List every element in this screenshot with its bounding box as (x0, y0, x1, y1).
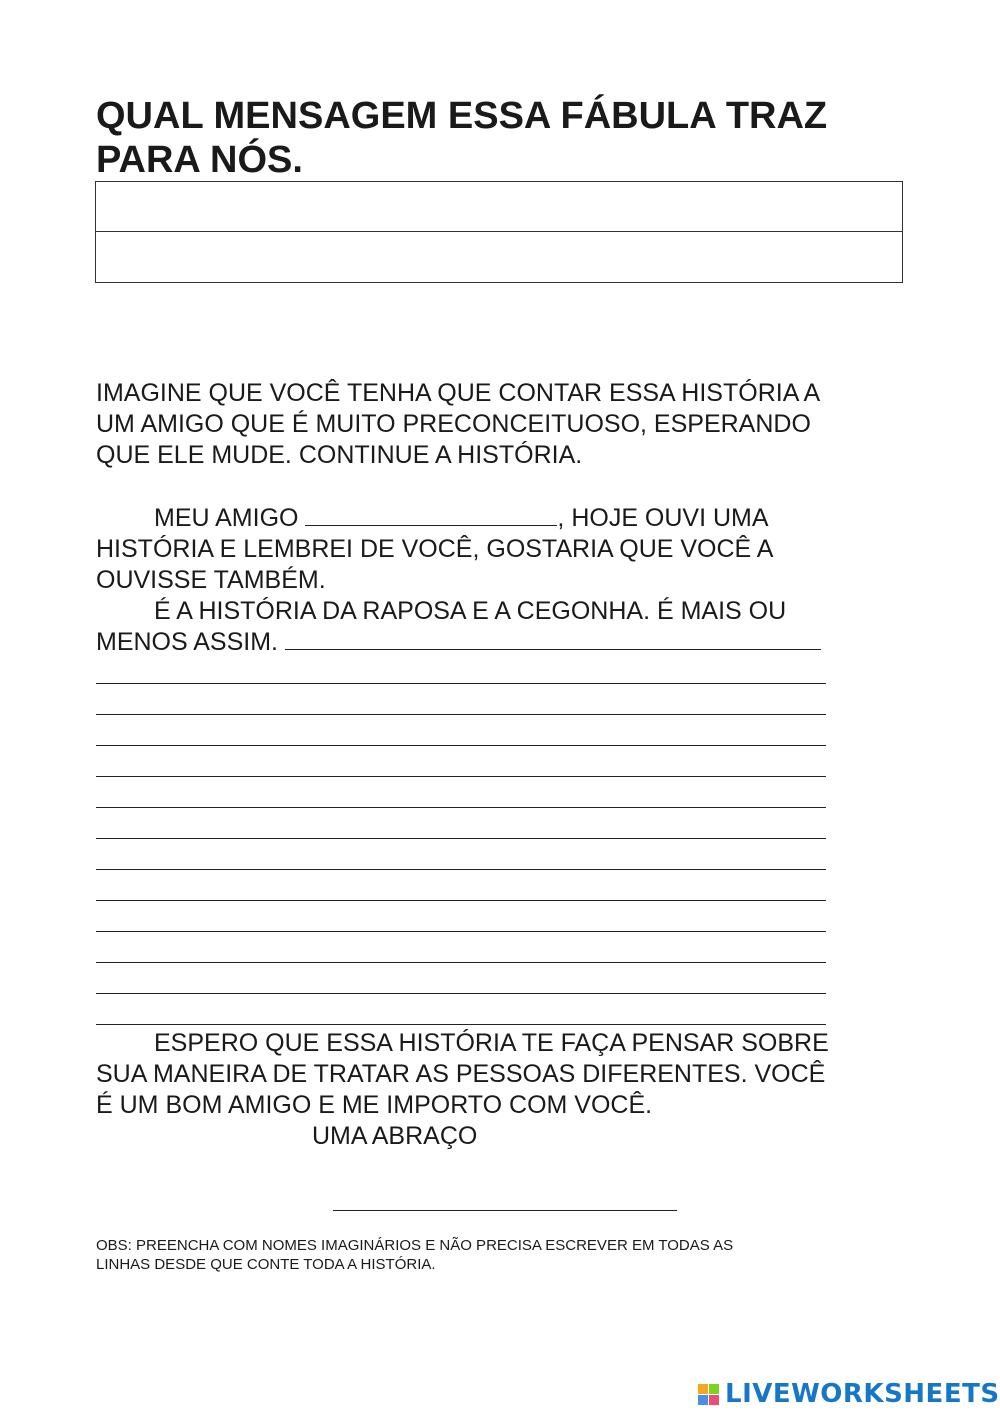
logo-text: LIVEWORKSHEETS (725, 1379, 1000, 1409)
letter-paragraph (96, 503, 821, 658)
answer-field-2[interactable] (96, 232, 902, 282)
closing-line: ESPERO QUE ESSA HISTÓRIA TE FAÇA PENSAR SOBRE (154, 1029, 829, 1057)
letter-greeting-line (96, 503, 821, 534)
signature-line[interactable] (333, 1210, 677, 1211)
greeting-start: MEU AMIGO (154, 504, 299, 532)
answer-field-1[interactable] (96, 182, 902, 232)
writing-line[interactable] (96, 653, 826, 684)
friend-name-blank[interactable] (305, 503, 557, 526)
answer-box (95, 181, 903, 283)
obs-line: OBS: PREENCHA COM NOMES IMAGINÁRIOS E NÃO PRECISA ESCREVER EM TODAS AS (96, 1237, 734, 1254)
logo-tile (709, 1395, 719, 1405)
letter-line-indented: É A HISTÓRIA DA RAPOSA E A CEGONHA. É MAIS OU (154, 597, 787, 625)
instructions-paragraph (96, 378, 820, 471)
logo-tile (698, 1395, 708, 1405)
writing-line[interactable] (96, 715, 826, 746)
signoff: UMA ABRAÇO (312, 1122, 478, 1150)
writing-line[interactable] (96, 746, 826, 777)
writing-line[interactable] (96, 777, 826, 808)
writing-line[interactable] (96, 684, 826, 715)
letter-line: OUVISSE TAMBÉM. (96, 566, 326, 594)
obs-line: LINHAS DESDE QUE CONTE TODA A HISTÓRIA. (96, 1256, 436, 1273)
liveworksheets-logo (698, 1377, 1000, 1411)
writing-line[interactable] (96, 839, 826, 870)
logo-tile (709, 1384, 719, 1394)
story-start-blank[interactable] (285, 627, 821, 650)
writing-line[interactable] (96, 870, 826, 901)
writing-line[interactable] (96, 901, 826, 932)
obs-note (96, 1236, 876, 1274)
instructions-line: UM AMIGO QUE É MUITO PRECONCEITUOSO, ESPERANDO (96, 410, 811, 438)
logo-grid-icon (698, 1384, 719, 1405)
writing-line[interactable] (96, 808, 826, 839)
writing-line[interactable] (96, 994, 826, 1025)
page-title: QUAL MENSAGEM ESSA FÁBULA TRAZ PARA NÓS. (96, 95, 828, 181)
letter-line-with-blank: MENOS ASSIM. (96, 627, 821, 658)
instructions-line: IMAGINE QUE VOCÊ TENHA QUE CONTAR ESSA HISTÓRIA A (96, 379, 821, 407)
writing-lines (96, 653, 826, 1025)
instructions-line: QUE ELE MUDE. CONTINUE A HISTÓRIA. (96, 441, 583, 469)
writing-line[interactable] (96, 963, 826, 994)
greeting-end: , HOJE OUVI UMA (557, 504, 769, 532)
closing-line: É UM BOM AMIGO E ME IMPORTO COM VOCÊ. (96, 1091, 653, 1119)
closing-paragraph (96, 1028, 829, 1121)
letter-line: HISTÓRIA E LEMBREI DE VOCÊ, GOSTARIA QUE VOCÊ A (96, 535, 774, 563)
writing-line[interactable] (96, 932, 826, 963)
closing-line: SUA MANEIRA DE TRATAR AS PESSOAS DIFERENTES. VOCÊ (96, 1060, 826, 1088)
logo-tile (698, 1384, 708, 1394)
